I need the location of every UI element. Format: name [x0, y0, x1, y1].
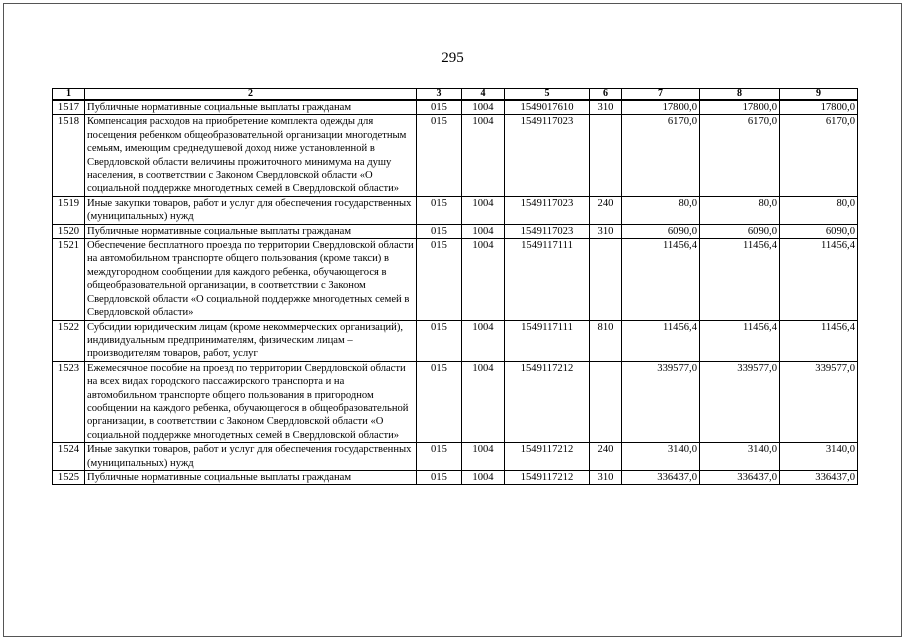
row-code-6-cell: 310 — [590, 470, 622, 484]
row-code-4-cell: 1004 — [462, 224, 505, 238]
row-amount-9-cell: 11456,4 — [780, 239, 858, 320]
row-amount-8-cell: 80,0 — [700, 196, 780, 224]
row-code-6-cell — [590, 239, 622, 320]
row-code-4-cell: 1004 — [462, 115, 505, 196]
row-amount-8-cell: 17800,0 — [700, 100, 780, 115]
header-col-8: 8 — [700, 89, 780, 101]
row-code-4-cell: 1004 — [462, 320, 505, 361]
row-code-5-cell: 1549117212 — [505, 361, 590, 442]
header-col-1: 1 — [53, 89, 85, 101]
row-name-cell: Публичные нормативные социальные выплаты гражданам — [85, 100, 417, 115]
row-code-6-cell: 240 — [590, 196, 622, 224]
row-code-4-cell: 1004 — [462, 443, 505, 471]
row-amount-9-cell: 3140,0 — [780, 443, 858, 471]
row-code-3-cell: 015 — [417, 196, 462, 224]
row-number-cell: 1518 — [53, 115, 85, 196]
row-amount-8-cell: 6170,0 — [700, 115, 780, 196]
row-amount-7-cell: 336437,0 — [622, 470, 700, 484]
row-number-cell: 1525 — [53, 470, 85, 484]
header-col-3: 3 — [417, 89, 462, 101]
row-code-5-cell: 1549117212 — [505, 470, 590, 484]
row-name-cell: Публичные нормативные социальные выплаты гражданам — [85, 224, 417, 238]
table-row — [53, 224, 858, 238]
row-code-3-cell: 015 — [417, 224, 462, 238]
row-amount-7-cell: 11456,4 — [622, 320, 700, 361]
row-amount-9-cell: 339577,0 — [780, 361, 858, 442]
row-code-3-cell: 015 — [417, 361, 462, 442]
row-amount-8-cell: 11456,4 — [700, 320, 780, 361]
row-code-6-cell — [590, 115, 622, 196]
row-amount-8-cell: 11456,4 — [700, 239, 780, 320]
table-row — [53, 361, 858, 442]
row-code-5-cell: 1549017610 — [505, 100, 590, 115]
row-amount-8-cell: 6090,0 — [700, 224, 780, 238]
row-name-cell: Публичные нормативные социальные выплаты гражданам — [85, 470, 417, 484]
row-amount-7-cell: 3140,0 — [622, 443, 700, 471]
row-code-6-cell — [590, 361, 622, 442]
budget-table — [52, 88, 858, 485]
table-row — [53, 115, 858, 196]
row-code-4-cell: 1004 — [462, 470, 505, 484]
row-number-cell: 1521 — [53, 239, 85, 320]
row-code-3-cell: 015 — [417, 470, 462, 484]
header-col-2: 2 — [85, 89, 417, 101]
row-number-cell: 1519 — [53, 196, 85, 224]
row-code-6-cell: 310 — [590, 224, 622, 238]
row-code-5-cell: 1549117111 — [505, 239, 590, 320]
row-code-4-cell: 1004 — [462, 239, 505, 320]
row-code-6-cell: 240 — [590, 443, 622, 471]
row-amount-8-cell: 336437,0 — [700, 470, 780, 484]
row-amount-9-cell: 11456,4 — [780, 320, 858, 361]
table-row — [53, 470, 858, 484]
table-row — [53, 443, 858, 471]
row-number-cell: 1524 — [53, 443, 85, 471]
row-code-5-cell: 1549117111 — [505, 320, 590, 361]
header-row — [53, 89, 858, 101]
row-code-5-cell: 1549117023 — [505, 196, 590, 224]
page-number: 295 — [441, 50, 464, 66]
row-number-cell: 1517 — [53, 100, 85, 115]
row-code-4-cell: 1004 — [462, 100, 505, 115]
row-amount-7-cell: 17800,0 — [622, 100, 700, 115]
table-row — [53, 100, 858, 115]
row-amount-7-cell: 11456,4 — [622, 239, 700, 320]
row-amount-9-cell: 6170,0 — [780, 115, 858, 196]
header-col-9: 9 — [780, 89, 858, 101]
row-code-5-cell: 1549117212 — [505, 443, 590, 471]
row-code-4-cell: 1004 — [462, 361, 505, 442]
row-name-cell: Субсидии юридическим лицам (кроме некоммерческих организаций), индивидуальным предпринимателям, физическим лицам – производителям товаров, работ, услуг — [85, 320, 417, 361]
row-amount-7-cell: 6090,0 — [622, 224, 700, 238]
row-code-3-cell: 015 — [417, 443, 462, 471]
row-amount-9-cell: 80,0 — [780, 196, 858, 224]
row-code-6-cell: 810 — [590, 320, 622, 361]
row-number-cell: 1520 — [53, 224, 85, 238]
row-name-cell: Обеспечение бесплатного проезда по территории Свердловской области на автомобильном транспорте общего пользования (кроме такси) в междугородном сообщении для каждого ребенка, обучающегося в общеобразовательной организации, в соответствии с Законом Свердловской области «О социальной поддержке многодетных семей в Свердловской области» — [85, 239, 417, 320]
row-code-4-cell: 1004 — [462, 196, 505, 224]
header-col-7: 7 — [622, 89, 700, 101]
row-number-cell: 1523 — [53, 361, 85, 442]
header-col-5: 5 — [505, 89, 590, 101]
row-amount-9-cell: 6090,0 — [780, 224, 858, 238]
row-amount-7-cell: 80,0 — [622, 196, 700, 224]
row-name-cell: Иные закупки товаров, работ и услуг для обеспечения государственных (муниципальных) нужд — [85, 196, 417, 224]
row-code-3-cell: 015 — [417, 115, 462, 196]
table-row — [53, 320, 858, 361]
row-amount-9-cell: 17800,0 — [780, 100, 858, 115]
row-code-3-cell: 015 — [417, 239, 462, 320]
row-amount-8-cell: 3140,0 — [700, 443, 780, 471]
row-code-3-cell: 015 — [417, 320, 462, 361]
row-name-cell: Ежемесячное пособие на проезд по территории Свердловской области на всех видах городского пассажирского транспорта и на автомобильном транспорте общего пользования в пригородном сообщении на каждого ребенка, обучающегося в общеобразовательной организации, в соответствии с Законом Свердловской области «О социальной поддержке многодетных семей в Свердловской области» — [85, 361, 417, 442]
table-row — [53, 196, 858, 224]
row-amount-9-cell: 336437,0 — [780, 470, 858, 484]
row-code-5-cell: 1549117023 — [505, 224, 590, 238]
row-amount-7-cell: 339577,0 — [622, 361, 700, 442]
row-code-6-cell: 310 — [590, 100, 622, 115]
row-amount-8-cell: 339577,0 — [700, 361, 780, 442]
row-name-cell: Иные закупки товаров, работ и услуг для обеспечения государственных (муниципальных) нужд — [85, 443, 417, 471]
header-col-4: 4 — [462, 89, 505, 101]
row-name-cell: Компенсация расходов на приобретение комплекта одежды для посещения ребенком общеобразовательной организации многодетным семьям, имеющим среднедушевой доход ниже установленной в Свердловской области величины прожиточного минимума на душу населения, в соответствии с Законом Свердловской области «О социальной поддержке многодетных семей в Свердловской области» — [85, 115, 417, 196]
row-number-cell: 1522 — [53, 320, 85, 361]
row-code-5-cell: 1549117023 — [505, 115, 590, 196]
row-amount-7-cell: 6170,0 — [622, 115, 700, 196]
row-code-3-cell: 015 — [417, 100, 462, 115]
header-col-6: 6 — [590, 89, 622, 101]
table-row — [53, 239, 858, 320]
table-body — [53, 100, 858, 485]
